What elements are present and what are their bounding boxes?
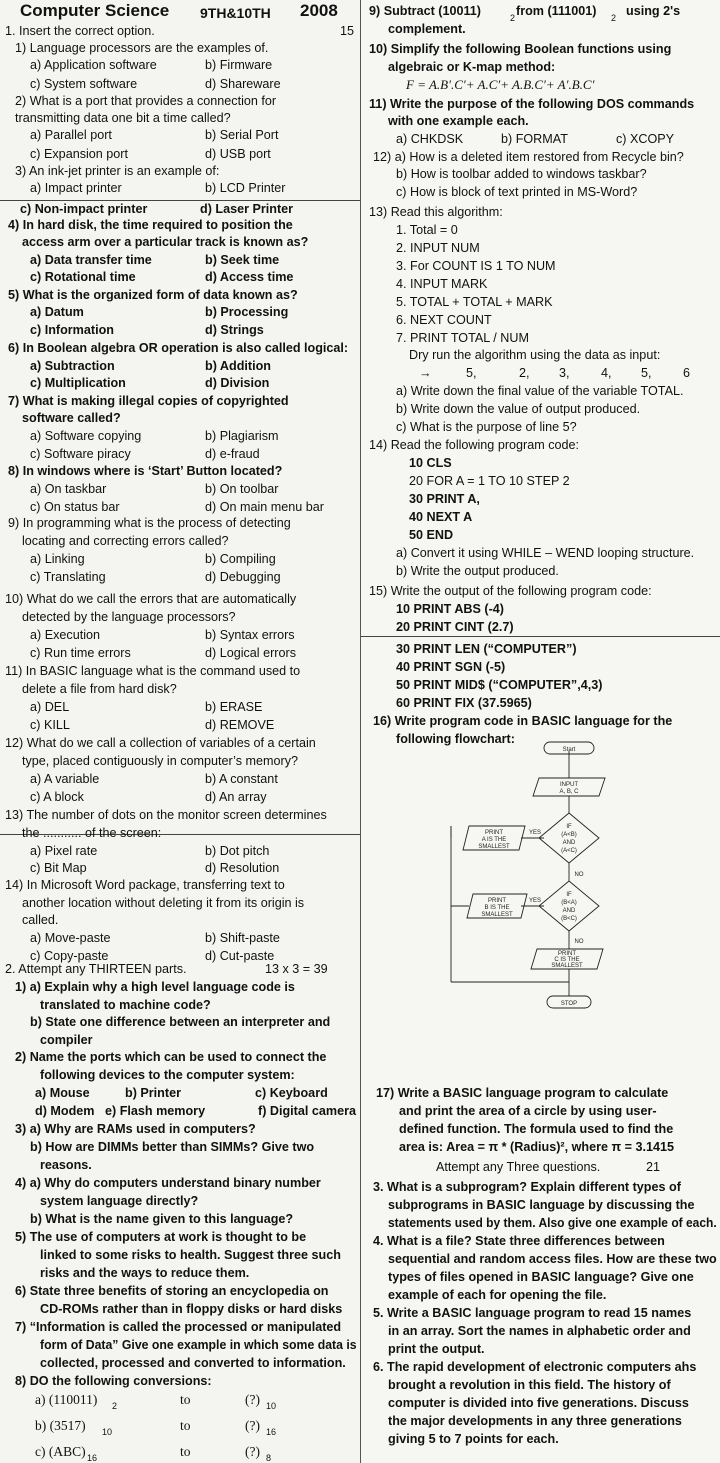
question-text: collected, processed and converted to information.: [40, 1356, 346, 1370]
flow-start: Start: [562, 747, 576, 753]
option-c: c) Copy-paste: [30, 949, 109, 963]
question-text: a) Convert it using WHILE – WEND looping structure.: [396, 546, 695, 560]
option-a: a) A variable: [30, 772, 100, 786]
question-text: f) Digital camera: [258, 1104, 356, 1118]
option-d: d) Cut-paste: [205, 949, 275, 963]
question-text: 10 PRINT ABS (-4): [396, 602, 504, 616]
question-text: b) How is toolbar added to windows taskbar?: [396, 167, 647, 181]
option-b: b) Addition: [205, 359, 271, 373]
question-text: 11) Write the purpose of the following DOS commands: [369, 97, 695, 111]
question-text: 10) What do we call the errors that are automatically: [5, 592, 297, 606]
conversion-result: (?): [245, 1444, 260, 1459]
question-text: transmitting data one bit a time called?: [15, 111, 231, 125]
question-text: F = A.B′.C′+ A.C′+ A.B.C′+ A′.B.C′: [406, 77, 595, 92]
option-b: b) Seek time: [205, 253, 280, 267]
flow-decision: (A<C): [561, 848, 577, 854]
question-text: giving 5 to 7 points for each.: [388, 1432, 559, 1446]
question-text: locating and correcting errors called?: [22, 534, 229, 548]
option-c: c) On status bar: [30, 500, 120, 514]
question-text: area is: Area = π * (Radius)², where π = 3.1415: [399, 1140, 675, 1154]
option-d: d) Debugging: [205, 570, 281, 584]
option-b: b) Firmware: [205, 58, 273, 72]
option-b: b) ERASE: [205, 700, 263, 714]
question-text: 14) Read the following program code:: [369, 438, 580, 452]
option-c: c) KILL: [30, 718, 70, 732]
question-text: c) How is block of text printed in MS-Word?: [396, 185, 638, 199]
option-b: b) Plagiarism: [205, 429, 279, 443]
option-b: b) On toolbar: [205, 482, 279, 496]
flow-print: PRINT: [485, 830, 503, 836]
flowchart: [361, 738, 720, 1038]
conversion-base: 2: [112, 1401, 118, 1411]
question-text: b) Write down the value of output produced.: [396, 402, 641, 416]
option-a: a) Software copying: [30, 429, 142, 443]
question-text: 50 END: [409, 528, 454, 542]
flow-decision: AND: [562, 908, 576, 914]
question-text: the major developments in any three generations: [388, 1414, 682, 1428]
question-text: compiler: [40, 1033, 93, 1047]
question-text: complement.: [388, 22, 466, 36]
question-text: 60 PRINT FIX (37.5965): [396, 696, 532, 710]
question-text: 1. Total = 0: [396, 223, 458, 237]
binary-base: 2: [510, 13, 516, 23]
conversion-base: 10: [102, 1427, 113, 1437]
option-a: a) Move-paste: [30, 931, 111, 945]
conversion-result: (?): [245, 1418, 260, 1433]
conversion-to: to: [180, 1418, 191, 1433]
option-a: a) Application software: [30, 58, 157, 72]
conversion-from: c) (ABC): [35, 1444, 86, 1459]
flow-stop: STOP: [560, 1001, 578, 1007]
question-text: Dry run the algorithm using the data as input:: [409, 348, 661, 362]
question-text: 13) The number of dots on the monitor screen determines: [5, 808, 327, 822]
flow-print: SMALLEST: [551, 963, 583, 969]
conversion-from: b) (3517): [35, 1418, 86, 1433]
question-text: detected by the language processors?: [22, 610, 236, 624]
question-text: defined function. The formula used to find the: [399, 1122, 674, 1136]
option-b: b) LCD Printer: [205, 181, 286, 195]
option-b: b) Syntax errors: [205, 628, 295, 642]
question-text: b) How are DIMMs better than SIMMs? Give two: [30, 1140, 315, 1154]
divider: [0, 200, 360, 201]
option-c: c) Bit Map: [30, 861, 87, 875]
year-label: 2008: [300, 1, 338, 20]
question-text: following devices to the computer system:: [40, 1068, 295, 1082]
flow-print: PRINT: [558, 951, 576, 957]
option-d: d) On main menu bar: [205, 500, 324, 514]
question-text: 6. NEXT COUNT: [396, 313, 492, 327]
option-d: d) An array: [205, 790, 267, 804]
question-text: 10 CLS: [409, 456, 452, 470]
option-b: b) A constant: [205, 772, 278, 786]
question-text: 2) Name the ports which can be used to connect the: [15, 1050, 327, 1064]
option-a: a) Linking: [30, 552, 85, 566]
option-d: d) REMOVE: [205, 718, 275, 732]
option-c: c) Non-impact printer: [20, 202, 148, 216]
flow-decision: IF: [566, 892, 572, 898]
question-text: 6) In Boolean algebra OR operation is also called logical:: [8, 341, 349, 355]
question-text: system language directly?: [40, 1194, 199, 1208]
flow-print: B IS THE: [484, 905, 510, 911]
question-text: type, placed contiguously in computer’s memory?: [22, 754, 299, 768]
option-c: c) Information: [30, 323, 114, 337]
question-text: a) Write down the final value of the variable TOTAL.: [396, 384, 684, 398]
question-text: 30 PRINT LEN (“COMPUTER”): [396, 642, 577, 656]
question-text: 5,: [466, 366, 477, 380]
option-d: d) Access time: [205, 270, 294, 284]
question-text: 9) In programming what is the process of detecting: [8, 516, 291, 530]
conversion-from: a) (110011): [35, 1392, 98, 1407]
question-text: risks and the ways to reduce them.: [40, 1266, 250, 1280]
subject-title: Computer Science: [20, 1, 170, 20]
option-b: b) Dot pitch: [205, 844, 270, 858]
question-text: 40 PRINT SGN (-5): [396, 660, 506, 674]
question-text: 9) Subtract (10011): [369, 4, 481, 18]
option-d: d) Strings: [205, 323, 264, 337]
question-text: b) FORMAT: [501, 132, 568, 146]
question-text: 20 FOR A = 1 TO 10 STEP 2: [409, 474, 570, 488]
question-text: from (111001): [516, 4, 597, 18]
question-text: 3. For COUNT IS 1 TO NUM: [396, 259, 556, 273]
question-text: 3,: [559, 366, 570, 380]
question-text: types of files opened in BASIC language? Give one: [388, 1270, 694, 1284]
question-text: c) XCOPY: [616, 132, 675, 146]
flow-print: SMALLEST: [481, 912, 513, 918]
question-text: 4. What is a file? State three differences between: [373, 1234, 665, 1248]
question-text: 40 NEXT A: [409, 510, 473, 524]
option-d: d) Shareware: [205, 77, 281, 91]
option-d: d) Division: [205, 376, 270, 390]
question-text: 14) In Microsoft Word package, transferring text to: [5, 878, 285, 892]
question-text: b) What is the name given to this language?: [30, 1212, 294, 1226]
question-text: a) Mouse: [35, 1086, 90, 1100]
flow-no: NO: [574, 939, 584, 945]
option-b: b) Shift-paste: [205, 931, 280, 945]
conversion-to: to: [180, 1444, 191, 1459]
option-c: c) System software: [30, 77, 138, 91]
question-text: 3. What is a subprogram? Explain different types of: [373, 1180, 681, 1194]
question-text: the ........... of the screen:: [22, 826, 162, 840]
divider: [361, 636, 720, 637]
option-b: b) Processing: [205, 305, 289, 319]
question-text: linked to some risks to health. Suggest three such: [40, 1248, 341, 1262]
flow-yes: YES: [528, 830, 542, 836]
question-text: 3) An ink-jet printer is an example of:: [15, 164, 220, 178]
question-text: 16) Write program code in BASIC language for the: [373, 714, 673, 728]
question-text: 30 PRINT A,: [409, 492, 480, 506]
question-text: reasons.: [40, 1158, 92, 1172]
question-text: form of Data” Give one example in which some data is: [40, 1338, 357, 1352]
question-text: Attempt any Three questions.: [436, 1160, 601, 1174]
question-text: 2. INPUT NUM: [396, 241, 480, 255]
option-d: d) e-fraud: [205, 447, 260, 461]
question-text: 11) In BASIC language what is the command used to: [5, 664, 301, 678]
question-text: d) Modem: [35, 1104, 95, 1118]
binary-base: 2: [611, 13, 617, 23]
question-text: access arm over a particular track is known as?: [22, 235, 309, 249]
conversion-to: to: [180, 1392, 191, 1407]
flow-print: PRINT: [488, 898, 506, 904]
flow-print: C IS THE: [554, 957, 580, 963]
question-text: 12) What do we call a collection of variables of a certain: [5, 736, 316, 750]
question-text: c) Keyboard: [255, 1086, 328, 1100]
conversion-base: 16: [87, 1453, 98, 1463]
flow-decision: IF: [566, 824, 572, 830]
flow-print: A IS THE: [481, 837, 507, 843]
question-text: a) CHKDSK: [396, 132, 464, 146]
option-a: a) Subtraction: [30, 359, 115, 373]
flow-input: A, B, C: [559, 789, 579, 795]
flow-no: NO: [574, 872, 584, 878]
question-text: c) What is the purpose of line 5?: [396, 420, 577, 434]
question-text: 13) Read this algorithm:: [369, 205, 503, 219]
question-text: 5,: [641, 366, 652, 380]
question-text: 50 PRINT MID$ (“COMPUTER”,4,3): [396, 678, 603, 692]
option-c: c) Software piracy: [30, 447, 131, 461]
flow-decision: (B<C): [561, 916, 577, 922]
question-text: 7) “Information is called the processed or manipulated: [15, 1320, 342, 1334]
question-text: 4) a) Why do computers understand binary number: [15, 1176, 321, 1190]
question-text: b) State one difference between an interpreter and: [30, 1015, 331, 1029]
question-text: 17) Write a BASIC language program to calculate: [376, 1086, 669, 1100]
question-text: b) Printer: [125, 1086, 181, 1100]
question-text: computer is divided into five generations. Discuss: [388, 1396, 689, 1410]
question-text: subprograms in BASIC language by discussing the: [388, 1198, 695, 1212]
question-text: and print the area of a circle by using user-: [399, 1104, 657, 1118]
conversion-result: (?): [245, 1392, 260, 1407]
class-label: 9TH&10TH: [200, 5, 271, 21]
question-text: 2,: [519, 366, 530, 380]
flow-yes: YES: [528, 898, 542, 904]
option-c: c) Translating: [30, 570, 106, 584]
flow-print: SMALLEST: [478, 844, 510, 850]
question-text: 8) In windows where is ‘Start’ Button located?: [8, 464, 283, 478]
option-c: c) Run time errors: [30, 646, 131, 660]
question-text: delete a file from hard disk?: [22, 682, 177, 696]
flow-decision: AND: [562, 840, 576, 846]
question-text: brought a revolution in this field. The history of: [388, 1378, 671, 1392]
flow-input: INPUT: [560, 782, 578, 788]
q2-heading: 2. Attempt any THIRTEEN parts.: [5, 962, 187, 976]
question-text: with one example each.: [388, 114, 529, 128]
option-a: a) Data transfer time: [30, 253, 152, 267]
question-text: in an array. Sort the names in alphabetic order and: [388, 1324, 691, 1338]
option-a: a) DEL: [30, 700, 70, 714]
question-text: 6) State three benefits of storing an encyclopedia on: [15, 1284, 329, 1298]
question-text: another location without deleting it from its origin is: [22, 896, 305, 910]
question-text: following flowchart:: [396, 732, 515, 746]
option-a: a) Execution: [30, 628, 101, 642]
option-d: d) Resolution: [205, 861, 280, 875]
question-text: 12) a) How is a deleted item restored from Recycle bin?: [373, 150, 684, 164]
q2-marks: 13 x 3 = 39: [265, 962, 328, 976]
q1-heading: 1. Insert the correct option.: [5, 24, 155, 38]
flow-decision: (A<B): [561, 832, 577, 838]
option-a: a) Datum: [30, 305, 84, 319]
conversion-base: 8: [266, 1453, 272, 1463]
question-text: algebraic or K-map method:: [388, 60, 556, 74]
question-text: →: [419, 366, 432, 380]
question-text: 20 PRINT CINT (2.7): [396, 620, 514, 634]
option-d: d) USB port: [205, 147, 271, 161]
question-text: using 2's: [626, 4, 681, 18]
question-text: 5) The use of computers at work is thought to be: [15, 1230, 307, 1244]
question-text: called.: [22, 913, 59, 927]
flow-decision: (B<A): [561, 900, 577, 906]
option-a: a) Impact printer: [30, 181, 122, 195]
question-text: 1) a) Explain why a high level language code is: [15, 980, 295, 994]
question-text: 4) In hard disk, the time required to position the: [8, 218, 293, 232]
question-text: CD-ROMs rather than in floppy disks or hard disks: [40, 1302, 343, 1316]
option-b: b) Serial Port: [205, 128, 279, 142]
question-text: 8) DO the following conversions:: [15, 1374, 212, 1388]
question-text: translated to machine code?: [40, 998, 211, 1012]
question-text: statements used by them. Also give one example of each.: [388, 1216, 717, 1230]
question-text: 4,: [601, 366, 612, 380]
question-text: 10) Simplify the following Boolean functions using: [369, 42, 672, 56]
question-text: print the output.: [388, 1342, 485, 1356]
option-c: c) Expansion port: [30, 147, 129, 161]
question-text: 7) What is making illegal copies of copyrighted: [8, 394, 289, 408]
question-text: software called?: [22, 411, 121, 425]
question-text: example of each for opening the file.: [388, 1288, 607, 1302]
question-text: 6: [683, 366, 691, 380]
option-d: d) Laser Printer: [200, 202, 294, 216]
question-text: 4. INPUT MARK: [396, 277, 488, 291]
right-column: [361, 0, 720, 1463]
question-text: 1) Language processors are the examples of.: [15, 41, 269, 55]
conversion-base: 16: [266, 1427, 277, 1437]
question-text: 5. Write a BASIC language program to read 15 names: [373, 1306, 692, 1320]
option-c: c) A block: [30, 790, 84, 804]
question-text: 2) What is a port that provides a connection for: [15, 94, 277, 108]
option-a: a) Parallel port: [30, 128, 112, 142]
q1-marks: 15: [340, 24, 355, 38]
question-text: b) Write the output produced.: [396, 564, 559, 578]
question-text: sequential and random access files. How are these two: [388, 1252, 717, 1266]
question-text: 21: [646, 1160, 661, 1174]
question-text: 5. TOTAL + TOTAL + MARK: [396, 295, 553, 309]
option-c: c) Rotational time: [30, 270, 136, 284]
option-a: a) On taskbar: [30, 482, 107, 496]
option-a: a) Pixel rate: [30, 844, 98, 858]
question-text: 15) Write the output of the following program code:: [369, 584, 652, 598]
option-d: d) Logical errors: [205, 646, 296, 660]
question-text: e) Flash memory: [105, 1104, 206, 1118]
question-text: 3) a) Why are RAMs used in computers?: [15, 1122, 256, 1136]
question-text: 5) What is the organized form of data known as?: [8, 288, 298, 302]
question-text: 6. The rapid development of electronic computers ahs: [373, 1360, 697, 1374]
question-text: 7. PRINT TOTAL / NUM: [396, 331, 529, 345]
conversion-base: 10: [266, 1401, 277, 1411]
option-b: b) Compiling: [205, 552, 276, 566]
option-c: c) Multiplication: [30, 376, 126, 390]
